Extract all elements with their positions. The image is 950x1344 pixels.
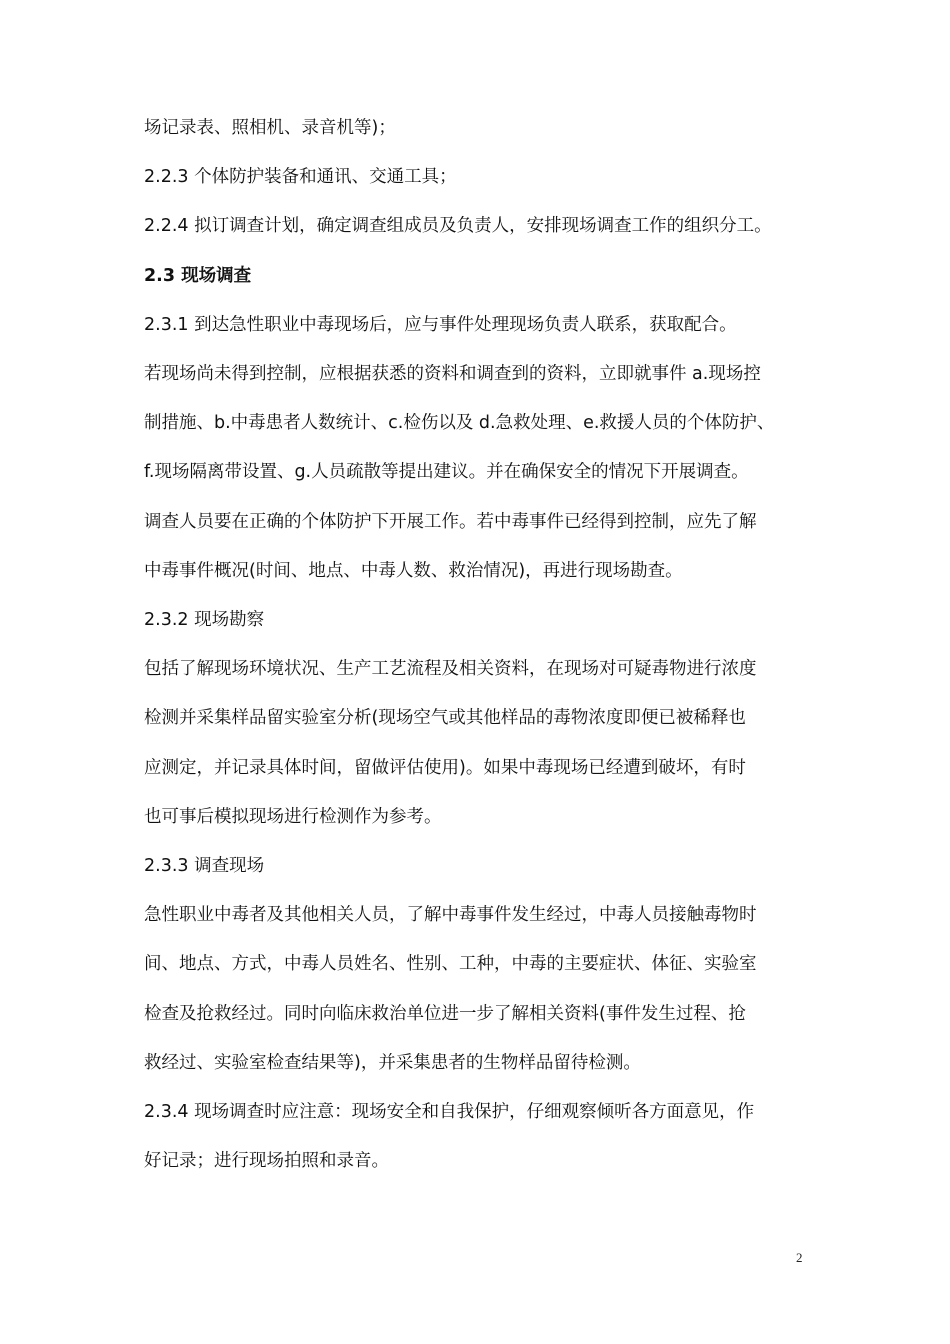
text-line: 制措施、b.中毒患者人数统计、c.检伤以及 d.急救处理、e.救援人员的个体防护、 — [144, 413, 775, 433]
text-line: 中毒事件概况(时间、地点、中毒人数、救治情况)，再进行现场勘查。 — [144, 561, 683, 581]
subsection-heading: 2.3.2 现场勘察 — [144, 610, 265, 630]
text-line: 急性职业中毒者及其他相关人员，了解中毒事件发生经过，中毒人员接触毒物时 — [144, 905, 757, 925]
text-line: 若现场尚未得到控制，应根据获悉的资料和调查到的资料，立即就事件 a.现场控 — [144, 364, 761, 384]
text-line: 调查人员要在正确的个体防护下开展工作。若中毒事件已经得到控制，应先了解 — [144, 512, 757, 532]
text-line: 包括了解现场环境状况、生产工艺流程及相关资料，在现场对可疑毒物进行浓度 — [144, 659, 757, 679]
text-line: 2.3.1 到达急性职业中毒现场后，应与事件处理现场负责人联系，获取配合。 — [144, 315, 737, 335]
text-line: 场记录表、照相机、录音机等)； — [144, 118, 396, 138]
text-line: f.现场隔离带设置、g.人员疏散等提出建议。并在确保安全的情况下开展调查。 — [144, 462, 749, 482]
page-number: 2 — [796, 1250, 803, 1265]
text-line: 检查及抢救经过。同时向临床救治单位进一步了解相关资料(事件发生过程、抢 — [144, 1004, 746, 1024]
section-heading: 2.3 现场调查 — [144, 266, 252, 286]
text-line: 也可事后模拟现场进行检测作为参考。 — [144, 807, 442, 827]
text-line: 好记录；进行现场拍照和录音。 — [144, 1151, 389, 1171]
text-line: 间、地点、方式，中毒人员姓名、性别、工种，中毒的主要症状、体征、实验室 — [144, 954, 757, 974]
text-line: 2.2.3 个体防护装备和通讯、交通工具； — [144, 167, 457, 187]
text-line: 2.2.4 拟订调查计划，确定调查组成员及负责人，安排现场调查工作的组织分工。 — [144, 216, 772, 236]
text-line: 救经过、实验室检查结果等)，并采集患者的生物样品留待检测。 — [144, 1053, 641, 1073]
text-line: 应测定，并记录具体时间，留做评估使用)。如果中毒现场已经遭到破坏，有时 — [144, 758, 746, 778]
text-line: 2.3.4 现场调查时应注意：现场安全和自我保护，仔细观察倾听各方面意见，作 — [144, 1102, 755, 1122]
text-line: 检测并采集样品留实验室分析(现场空气或其他样品的毒物浓度即便已被稀释也 — [144, 708, 746, 728]
subsection-heading: 2.3.3 调查现场 — [144, 856, 265, 876]
